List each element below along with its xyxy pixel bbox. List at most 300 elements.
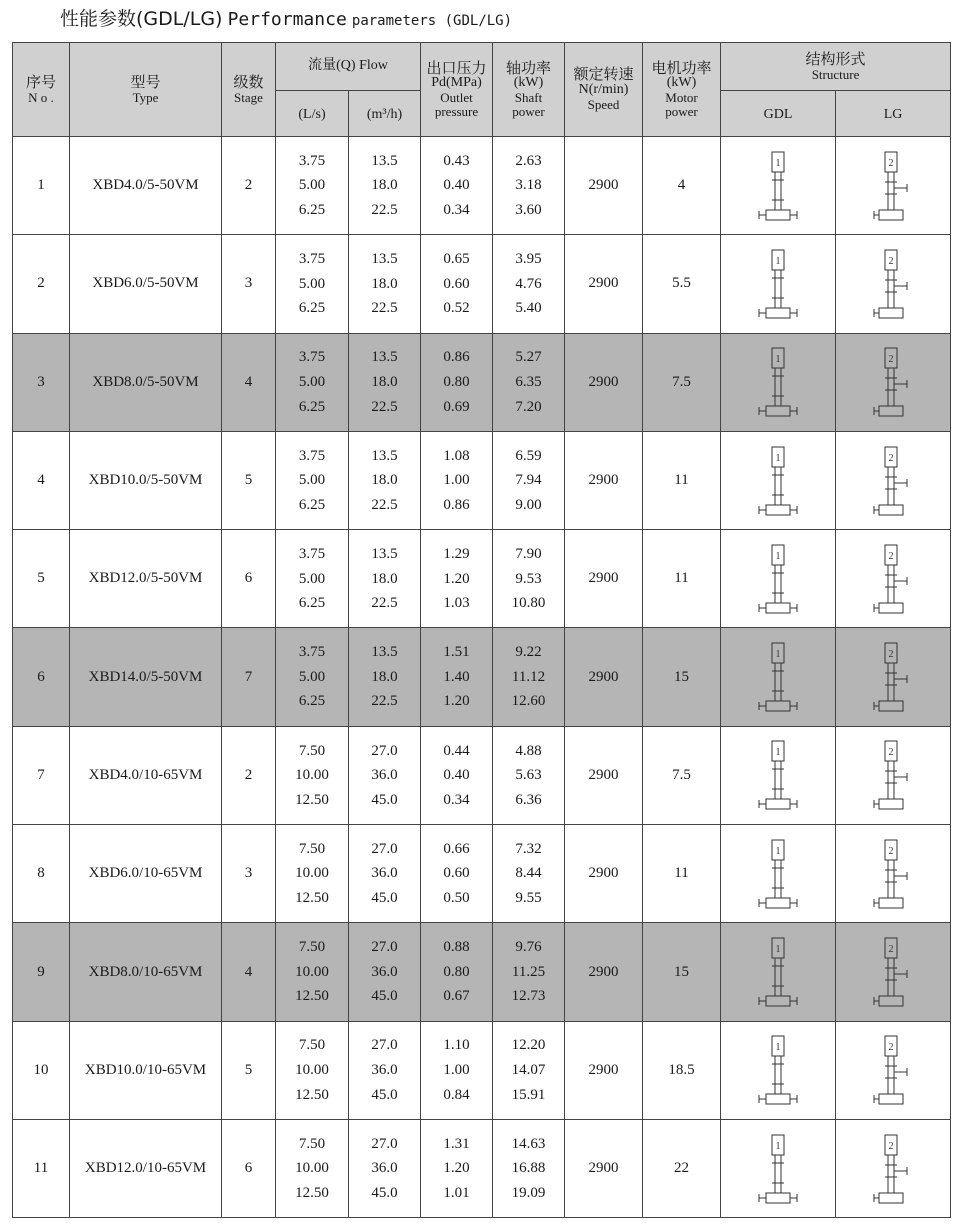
- shaft-value-2: 4.76: [515, 275, 542, 292]
- cell-motor-power: 4: [643, 137, 721, 235]
- shaft-value-2: 9.53: [515, 570, 542, 587]
- cell-motor-power: 22: [643, 1119, 721, 1217]
- cell-speed: 2900: [565, 333, 643, 431]
- m3h-value-2: 18.0: [371, 570, 398, 587]
- table-row: [13, 1021, 951, 1119]
- m3h-value-2: 36.0: [371, 1062, 398, 1079]
- ls-value-1: 3.75: [298, 251, 326, 268]
- pd-value-2: 1.00: [443, 1062, 470, 1079]
- cell-structure-gdl: [721, 825, 836, 923]
- pd-value-3: 1.01: [443, 1184, 470, 1201]
- gdl-pump-icon: [758, 150, 798, 222]
- pd-value-3: 0.86: [443, 496, 470, 513]
- title-en-performance: Performance: [227, 9, 347, 30]
- pd-value-2: 0.80: [443, 963, 470, 980]
- pd-value-2: 1.00: [443, 472, 470, 489]
- pd-value-2: 0.60: [443, 275, 470, 292]
- svg-text:1: 1: [775, 452, 781, 464]
- cell-structure-lg: [836, 137, 951, 235]
- cell-speed: 2900: [565, 825, 643, 923]
- cell-structure-lg: [836, 530, 951, 628]
- pd-value-1: 0.44: [443, 742, 470, 759]
- m3h-value-2: 18.0: [371, 275, 398, 292]
- shaft-value-1: 9.22: [515, 644, 542, 661]
- cell-flow-ls: [276, 530, 349, 628]
- m3h-value-2: 18.0: [371, 177, 398, 194]
- cell-stage: 5: [222, 1021, 276, 1119]
- pd-value-3: 0.52: [443, 300, 470, 317]
- header-no: 序号 N o .: [13, 43, 70, 137]
- m3h-value-1: 27.0: [371, 840, 398, 857]
- title-zh: 性能参数(GDL/LG): [60, 8, 223, 30]
- cell-shaft-power: [493, 1119, 565, 1217]
- m3h-value-3: 22.5: [371, 398, 398, 415]
- cell-type: XBD8.0/5-50VM: [70, 333, 222, 431]
- header-flow: 流量(Q) Flow: [276, 43, 421, 91]
- gdl-pump-icon: [758, 346, 798, 418]
- cell-outlet-pressure: [421, 235, 493, 333]
- lg-pump-icon: [873, 445, 913, 517]
- ls-value-2: 10.00: [295, 963, 329, 980]
- cell-stage: 4: [222, 923, 276, 1021]
- cell-no: 10: [13, 1021, 70, 1119]
- svg-text:1: 1: [775, 157, 781, 169]
- shaft-value-2: 6.35: [515, 373, 542, 390]
- shaft-value-3: 9.55: [515, 890, 542, 907]
- m3h-value-1: 13.5: [371, 349, 398, 366]
- svg-text:1: 1: [775, 255, 781, 267]
- cell-type: XBD10.0/10-65VM: [70, 1021, 222, 1119]
- header-type: 型号 Type: [70, 43, 222, 137]
- table-row: [13, 137, 951, 235]
- ls-value-2: 10.00: [295, 767, 329, 784]
- m3h-value-3: 22.5: [371, 300, 398, 317]
- performance-table: [12, 42, 951, 1218]
- shaft-value-2: 5.63: [515, 767, 542, 784]
- pd-value-1: 0.86: [443, 349, 470, 366]
- shaft-value-1: 7.90: [515, 545, 542, 562]
- m3h-value-1: 13.5: [371, 644, 398, 661]
- cell-structure-lg: [836, 431, 951, 529]
- cell-structure-lg: [836, 1021, 951, 1119]
- cell-flow-m3h: [349, 137, 421, 235]
- m3h-value-1: 27.0: [371, 939, 398, 956]
- gdl-pump-icon: [758, 543, 798, 615]
- cell-no: 4: [13, 431, 70, 529]
- table-row: [13, 923, 951, 1021]
- page-title: [60, 4, 512, 32]
- ls-value-3: 12.50: [295, 890, 329, 907]
- pd-value-1: 1.29: [443, 545, 470, 562]
- cell-shaft-power: [493, 628, 565, 726]
- pd-value-3: 0.84: [443, 1086, 470, 1103]
- svg-text:2: 2: [888, 1140, 894, 1152]
- m3h-value-3: 22.5: [371, 595, 398, 612]
- ls-value-1: 3.75: [298, 545, 326, 562]
- shaft-value-2: 7.94: [515, 472, 542, 489]
- cell-motor-power: 7.5: [643, 333, 721, 431]
- shaft-value-1: 7.32: [515, 840, 542, 857]
- cell-structure-lg: [836, 1119, 951, 1217]
- cell-type: XBD10.0/5-50VM: [70, 431, 222, 529]
- cell-flow-m3h: [349, 628, 421, 726]
- cell-outlet-pressure: [421, 1021, 493, 1119]
- lg-pump-icon: [873, 641, 913, 713]
- ls-value-3: 12.50: [295, 791, 329, 808]
- cell-outlet-pressure: [421, 726, 493, 824]
- cell-type: XBD14.0/5-50VM: [70, 628, 222, 726]
- gdl-pump-icon: [758, 838, 798, 910]
- shaft-value-2: 3.18: [515, 177, 542, 194]
- ls-value-2: 5.00: [298, 472, 326, 489]
- cell-outlet-pressure: [421, 530, 493, 628]
- ls-value-3: 12.50: [295, 1184, 329, 1201]
- ls-value-1: 7.50: [298, 1037, 326, 1054]
- title-en-parameters: parameters (GDL/LG): [351, 13, 513, 29]
- m3h-value-2: 36.0: [371, 963, 398, 980]
- m3h-value-3: 45.0: [371, 890, 398, 907]
- cell-flow-m3h: [349, 726, 421, 824]
- header-motor-power: 电机功率 (kW) Motor power: [643, 43, 721, 137]
- m3h-value-1: 27.0: [371, 1037, 398, 1054]
- cell-stage: 6: [222, 530, 276, 628]
- ls-value-2: 5.00: [298, 177, 326, 194]
- m3h-value-1: 13.5: [371, 152, 398, 169]
- svg-text:1: 1: [775, 649, 781, 661]
- cell-motor-power: 11: [643, 530, 721, 628]
- cell-structure-lg: [836, 235, 951, 333]
- cell-no: 3: [13, 333, 70, 431]
- cell-speed: 2900: [565, 137, 643, 235]
- pd-value-2: 1.20: [443, 1160, 470, 1177]
- ls-value-3: 6.25: [298, 398, 326, 415]
- ls-value-1: 7.50: [298, 939, 326, 956]
- lg-pump-icon: [873, 1034, 913, 1106]
- gdl-pump-icon: [758, 1133, 798, 1205]
- pd-value-1: 0.88: [443, 939, 470, 956]
- gdl-pump-icon: [758, 445, 798, 517]
- gdl-pump-icon: [758, 739, 798, 811]
- shaft-value-3: 12.60: [511, 693, 546, 710]
- cell-structure-lg: [836, 923, 951, 1021]
- cell-no: 11: [13, 1119, 70, 1217]
- table-row: [13, 431, 951, 529]
- cell-shaft-power: [493, 137, 565, 235]
- ls-value-1: 7.50: [298, 742, 326, 759]
- cell-no: 1: [13, 137, 70, 235]
- svg-text:1: 1: [775, 1042, 781, 1054]
- ls-value-3: 6.25: [298, 201, 326, 218]
- cell-shaft-power: [493, 923, 565, 1021]
- pd-value-1: 1.08: [443, 447, 470, 464]
- m3h-value-2: 36.0: [371, 865, 398, 882]
- cell-speed: 2900: [565, 1021, 643, 1119]
- ls-value-1: 7.50: [298, 1135, 326, 1152]
- lg-pump-icon: [873, 248, 913, 320]
- ls-value-1: 7.50: [298, 840, 326, 857]
- cell-speed: 2900: [565, 530, 643, 628]
- cell-flow-ls: [276, 431, 349, 529]
- lg-pump-icon: [873, 543, 913, 615]
- cell-flow-ls: [276, 726, 349, 824]
- table-row: [13, 1119, 951, 1217]
- gdl-pump-icon: [758, 1034, 798, 1106]
- svg-text:2: 2: [888, 747, 894, 759]
- pd-value-2: 0.40: [443, 177, 470, 194]
- cell-no: 5: [13, 530, 70, 628]
- gdl-pump-icon: [758, 641, 798, 713]
- cell-flow-ls: [276, 1119, 349, 1217]
- cell-structure-gdl: [721, 530, 836, 628]
- m3h-value-2: 36.0: [371, 767, 398, 784]
- cell-structure-gdl: [721, 235, 836, 333]
- cell-stage: 6: [222, 1119, 276, 1217]
- cell-outlet-pressure: [421, 1119, 493, 1217]
- shaft-value-1: 5.27: [515, 349, 542, 366]
- shaft-value-1: 14.63: [511, 1135, 546, 1152]
- shaft-value-1: 4.88: [515, 742, 542, 759]
- header-structure: 结构形式 Structure: [721, 43, 951, 91]
- cell-no: 8: [13, 825, 70, 923]
- lg-pump-icon: [873, 1133, 913, 1205]
- cell-stage: 4: [222, 333, 276, 431]
- cell-flow-ls: [276, 923, 349, 1021]
- ls-value-1: 3.75: [298, 152, 326, 169]
- cell-type: XBD6.0/10-65VM: [70, 825, 222, 923]
- m3h-value-3: 22.5: [371, 496, 398, 513]
- cell-motor-power: 18.5: [643, 1021, 721, 1119]
- m3h-value-3: 22.5: [371, 201, 398, 218]
- svg-text:1: 1: [775, 747, 781, 759]
- m3h-value-3: 45.0: [371, 988, 398, 1005]
- ls-value-2: 10.00: [295, 1160, 329, 1177]
- cell-speed: 2900: [565, 628, 643, 726]
- svg-text:2: 2: [888, 845, 894, 857]
- shaft-value-3: 15.91: [511, 1086, 546, 1103]
- pd-value-3: 0.67: [443, 988, 470, 1005]
- table-row: [13, 825, 951, 923]
- cell-motor-power: 15: [643, 923, 721, 1021]
- ls-value-2: 5.00: [298, 275, 326, 292]
- cell-flow-m3h: [349, 333, 421, 431]
- cell-structure-lg: [836, 628, 951, 726]
- ls-value-3: 6.25: [298, 595, 326, 612]
- pd-value-2: 0.80: [443, 373, 470, 390]
- cell-flow-ls: [276, 825, 349, 923]
- pd-value-2: 1.40: [443, 668, 470, 685]
- header-flow-ls: (L/s): [276, 91, 349, 137]
- shaft-value-1: 2.63: [515, 152, 542, 169]
- cell-type: XBD4.0/5-50VM: [70, 137, 222, 235]
- cell-structure-gdl: [721, 628, 836, 726]
- cell-speed: 2900: [565, 726, 643, 824]
- cell-shaft-power: [493, 825, 565, 923]
- shaft-value-3: 6.36: [515, 791, 542, 808]
- cell-flow-m3h: [349, 431, 421, 529]
- cell-structure-gdl: [721, 1119, 836, 1217]
- cell-flow-ls: [276, 333, 349, 431]
- cell-type: XBD8.0/10-65VM: [70, 923, 222, 1021]
- cell-motor-power: 5.5: [643, 235, 721, 333]
- gdl-pump-icon: [758, 936, 798, 1008]
- lg-pump-icon: [873, 838, 913, 910]
- shaft-value-2: 8.44: [515, 865, 542, 882]
- pd-value-1: 0.43: [443, 152, 470, 169]
- cell-speed: 2900: [565, 923, 643, 1021]
- svg-text:1: 1: [775, 845, 781, 857]
- header-outlet-pressure: 出口压力 Pd(MPa) Outlet pressure: [421, 43, 493, 137]
- ls-value-2: 5.00: [298, 570, 326, 587]
- svg-text:1: 1: [775, 354, 781, 366]
- gdl-pump-icon: [758, 248, 798, 320]
- pd-value-2: 1.20: [443, 570, 470, 587]
- lg-pump-icon: [873, 346, 913, 418]
- cell-structure-gdl: [721, 431, 836, 529]
- cell-structure-lg: [836, 333, 951, 431]
- cell-flow-m3h: [349, 1021, 421, 1119]
- pd-value-1: 0.65: [443, 251, 470, 268]
- pd-value-1: 1.10: [443, 1037, 470, 1054]
- m3h-value-2: 18.0: [371, 373, 398, 390]
- cell-speed: 2900: [565, 431, 643, 529]
- pd-value-2: 0.40: [443, 767, 470, 784]
- ls-value-2: 10.00: [295, 1062, 329, 1079]
- pd-value-3: 1.03: [443, 595, 470, 612]
- cell-flow-m3h: [349, 923, 421, 1021]
- m3h-value-3: 45.0: [371, 791, 398, 808]
- cell-motor-power: 11: [643, 431, 721, 529]
- cell-stage: 2: [222, 726, 276, 824]
- m3h-value-3: 45.0: [371, 1086, 398, 1103]
- cell-stage: 3: [222, 825, 276, 923]
- cell-outlet-pressure: [421, 923, 493, 1021]
- cell-shaft-power: [493, 431, 565, 529]
- ls-value-3: 12.50: [295, 1086, 329, 1103]
- svg-text:2: 2: [888, 649, 894, 661]
- cell-flow-m3h: [349, 530, 421, 628]
- cell-shaft-power: [493, 235, 565, 333]
- table-row: [13, 628, 951, 726]
- cell-type: XBD6.0/5-50VM: [70, 235, 222, 333]
- cell-structure-gdl: [721, 726, 836, 824]
- ls-value-2: 5.00: [298, 668, 326, 685]
- ls-value-1: 3.75: [298, 447, 326, 464]
- header-stage: 级数 Stage: [222, 43, 276, 137]
- cell-structure-gdl: [721, 923, 836, 1021]
- header-shaft-power: 轴功率 (kW) Shaft power: [493, 43, 565, 137]
- shaft-value-2: 16.88: [511, 1160, 546, 1177]
- cell-motor-power: 11: [643, 825, 721, 923]
- svg-text:2: 2: [888, 1042, 894, 1054]
- cell-structure-gdl: [721, 137, 836, 235]
- pd-value-3: 0.69: [443, 398, 470, 415]
- cell-no: 2: [13, 235, 70, 333]
- pd-value-3: 0.34: [443, 201, 470, 218]
- m3h-value-1: 27.0: [371, 1135, 398, 1152]
- shaft-value-3: 12.73: [511, 988, 546, 1005]
- cell-outlet-pressure: [421, 137, 493, 235]
- header-speed: 额定转速 N(r/min) Speed: [565, 43, 643, 137]
- cell-type: XBD4.0/10-65VM: [70, 726, 222, 824]
- shaft-value-2: 11.25: [511, 963, 546, 980]
- cell-no: 9: [13, 923, 70, 1021]
- cell-no: 6: [13, 628, 70, 726]
- table-header: [13, 43, 951, 137]
- cell-outlet-pressure: [421, 825, 493, 923]
- cell-no: 7: [13, 726, 70, 824]
- pd-value-1: 1.31: [443, 1135, 470, 1152]
- pd-value-1: 0.66: [443, 840, 470, 857]
- cell-stage: 5: [222, 431, 276, 529]
- shaft-value-3: 10.80: [511, 595, 546, 612]
- lg-pump-icon: [873, 739, 913, 811]
- table-row: [13, 530, 951, 628]
- ls-value-2: 10.00: [295, 865, 329, 882]
- svg-text:2: 2: [888, 354, 894, 366]
- shaft-value-3: 9.00: [515, 496, 542, 513]
- cell-speed: 2900: [565, 235, 643, 333]
- m3h-value-3: 22.5: [371, 693, 398, 710]
- m3h-value-2: 18.0: [371, 472, 398, 489]
- cell-outlet-pressure: [421, 628, 493, 726]
- shaft-value-3: 19.09: [511, 1184, 546, 1201]
- svg-text:2: 2: [888, 550, 894, 562]
- svg-text:2: 2: [888, 255, 894, 267]
- pd-value-1: 1.51: [443, 644, 470, 661]
- cell-stage: 7: [222, 628, 276, 726]
- lg-pump-icon: [873, 150, 913, 222]
- cell-flow-ls: [276, 137, 349, 235]
- ls-value-2: 5.00: [298, 373, 326, 390]
- m3h-value-2: 36.0: [371, 1160, 398, 1177]
- svg-text:1: 1: [775, 944, 781, 956]
- cell-stage: 2: [222, 137, 276, 235]
- shaft-value-1: 6.59: [515, 447, 542, 464]
- cell-shaft-power: [493, 726, 565, 824]
- cell-flow-ls: [276, 628, 349, 726]
- ls-value-1: 3.75: [298, 349, 326, 366]
- table-row: [13, 333, 951, 431]
- cell-structure-lg: [836, 825, 951, 923]
- ls-value-3: 6.25: [298, 693, 326, 710]
- table-row: [13, 726, 951, 824]
- m3h-value-1: 13.5: [371, 447, 398, 464]
- cell-stage: 3: [222, 235, 276, 333]
- pd-value-3: 0.34: [443, 791, 470, 808]
- cell-flow-ls: [276, 1021, 349, 1119]
- shaft-value-1: 9.76: [515, 939, 542, 956]
- cell-outlet-pressure: [421, 333, 493, 431]
- svg-text:2: 2: [888, 452, 894, 464]
- cell-structure-lg: [836, 726, 951, 824]
- cell-speed: 2900: [565, 1119, 643, 1217]
- cell-outlet-pressure: [421, 431, 493, 529]
- header-gdl: GDL: [721, 91, 836, 137]
- pd-value-2: 0.60: [443, 865, 470, 882]
- cell-type: XBD12.0/10-65VM: [70, 1119, 222, 1217]
- ls-value-3: 6.25: [298, 496, 326, 513]
- header-flow-m3h: (m³/h): [349, 91, 421, 137]
- ls-value-3: 12.50: [295, 988, 329, 1005]
- lg-pump-icon: [873, 936, 913, 1008]
- m3h-value-1: 27.0: [371, 742, 398, 759]
- svg-text:1: 1: [775, 1140, 781, 1152]
- svg-text:1: 1: [775, 550, 781, 562]
- svg-text:2: 2: [888, 944, 894, 956]
- cell-shaft-power: [493, 530, 565, 628]
- cell-structure-gdl: [721, 1021, 836, 1119]
- cell-type: XBD12.0/5-50VM: [70, 530, 222, 628]
